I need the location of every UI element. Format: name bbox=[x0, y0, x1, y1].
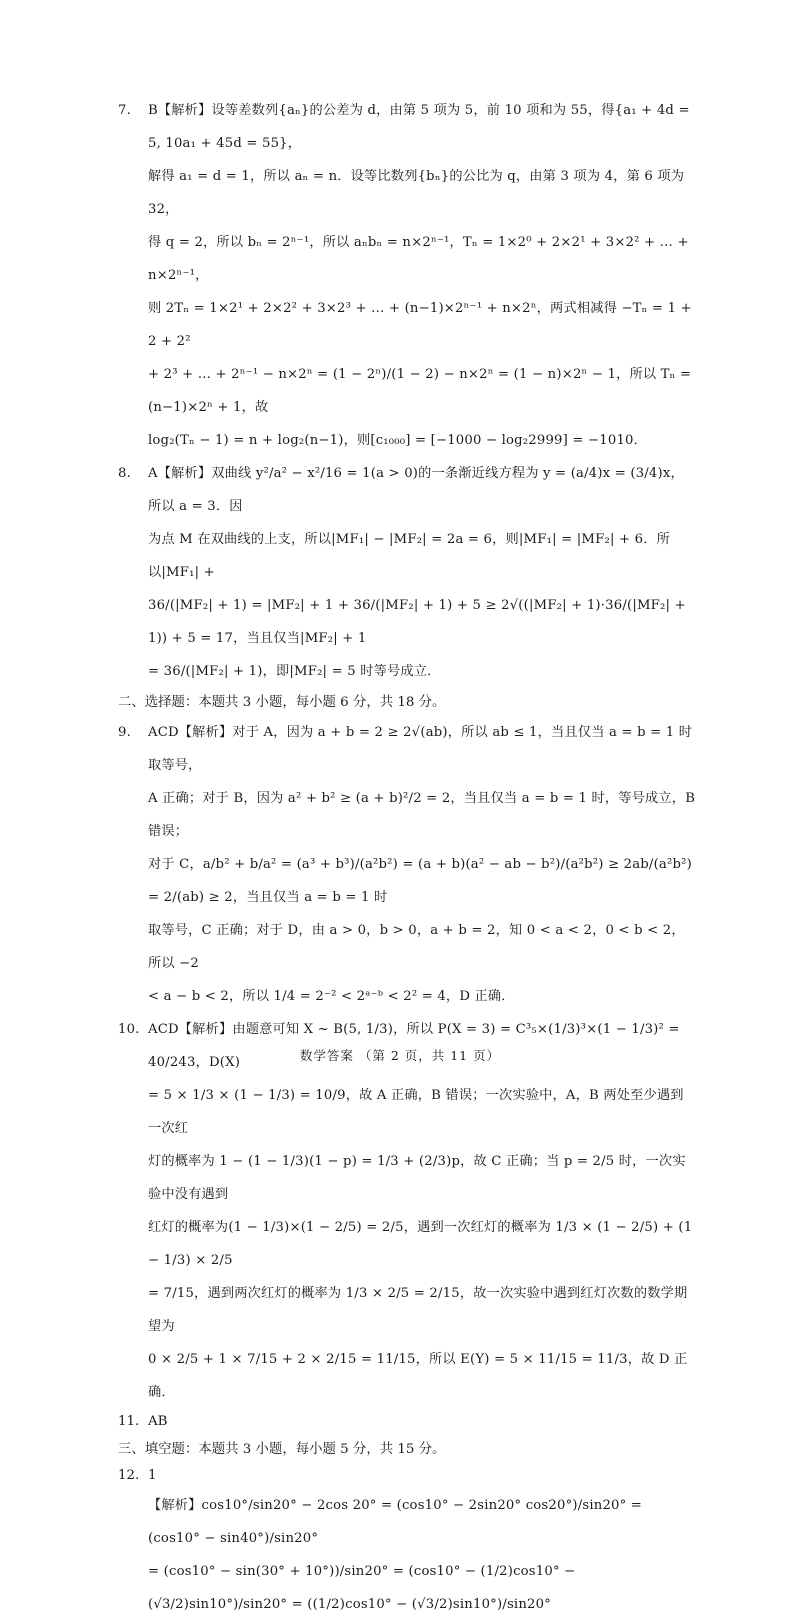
text-line: = 36/(|MF₂| + 1)，即|MF₂| = 5 时等号成立． bbox=[148, 664, 441, 679]
section-heading: 二、选择题：本题共 3 小题，每小题 6 分，共 18 分。 bbox=[118, 695, 446, 710]
text-line: 则 2Tₙ = 1×2¹ + 2×2² + 3×2³ + … + (n−1)×2ⁿ⁻¹ + n×2ⁿ，两式相减得 −Tₙ = 1 + 2 + 2² bbox=[148, 301, 692, 349]
problem-number: 12. bbox=[118, 1468, 140, 1483]
problem-number: 11. bbox=[118, 1414, 140, 1429]
problem-number: 10. bbox=[118, 1022, 140, 1037]
content bbox=[118, 94, 696, 1621]
text-line: log₂(Tₙ − 1) = n + log₂(n−1)，则[c₁₀₀₀] = [−1000 − log₂2999] = −1010． bbox=[148, 433, 648, 448]
text-line: + 2³ + … + 2ⁿ⁻¹ − n×2ⁿ = (1 − 2ⁿ)/(1 − 2) − n×2ⁿ = (1 − n)×2ⁿ − 1，所以 Tₙ = (n−1)×2ⁿ + 1，故 bbox=[148, 367, 692, 415]
page-footer: 数学答案 （第 2 页，共 11 页） bbox=[299, 1048, 501, 1063]
text-line: A 正确；对于 B，因为 a² + b² ≥ (a + b)²/2 = 2，当且仅当 a = b = 1 时，等号成立，B 错误； bbox=[148, 791, 696, 839]
text-line: 红灯的概率为(1 − 1/3)×(1 − 2/5) = 2/5，遇到一次红灯的概率为 1/3 × (1 − 2/5) + (1 − 1/3) × 2/5 bbox=[148, 1220, 693, 1268]
text-line: 为点 M 在双曲线的上支，所以|MF₁| − |MF₂| = 2a = 6，则|MF₁| = |MF₂| + 6．所以|MF₁| + bbox=[148, 532, 670, 580]
problem-10 bbox=[118, 1013, 696, 1409]
problem-11 bbox=[118, 1409, 696, 1435]
text-line: 灯的概率为 1 − (1 − 1/3)(1 − p) = 1/3 + (2/3)p，故 C 正确；当 p = 2/5 时，一次实验中没有遇到 bbox=[148, 1154, 686, 1202]
text-line: 0 × 2/5 + 1 × 7/15 + 2 × 2/15 = 11/15，所以 E(Y) = 5 × 11/15 = 11/3，故 D 正确． bbox=[148, 1352, 688, 1400]
section-heading: 三、填空题：本题共 3 小题，每小题 5 分，共 15 分。 bbox=[118, 1442, 446, 1457]
text-line: < a − b < 2，所以 1/4 = 2⁻² < 2ᵃ⁻ᵇ < 2² = 4，D 正确． bbox=[148, 989, 515, 1004]
text-line: = (cos10° − sin(30° + 10°))/sin20° = (cos10° − (1/2)cos10° − (√3/2)sin10°)/sin20° = ((1/2)cos10° − (√3/2)sin10°)/sin20° bbox=[148, 1564, 576, 1612]
answer-text: 1 bbox=[148, 1468, 157, 1483]
text-line: B【解析】设等差数列{aₙ}的公差为 d，由第 5 项为 5，前 10 项和为 55，得{a₁ + 4d = 5, 10a₁ + 45d = 55}， bbox=[148, 103, 690, 151]
text-line: ACD【解析】对于 A，因为 a + b = 2 ≥ 2√(ab)，所以 ab ≤ 1，当且仅当 a = b = 1 时取等号， bbox=[148, 725, 693, 773]
text-line: = 7/15，遇到两次红灯的概率为 1/3 × 2/5 = 2/15，故一次实验中遇到红灯次数的数学期望为 bbox=[148, 1286, 688, 1334]
problem-7 bbox=[118, 94, 696, 457]
problem-8 bbox=[118, 457, 696, 688]
problem-number: 9. bbox=[118, 725, 131, 740]
text-line: 对于 C，a/b² + b/a² = (a³ + b³)/(a²b²) = (a + b)(a² − ab − b²)/(a²b²) ≥ 2ab/(a²b²) = 2/(ab) ≥ 2，当且仅当 a = b = 1 时 bbox=[148, 857, 692, 905]
text-line: 取等号，C 正确；对于 D，由 a > 0，b > 0，a + b = 2，知 0 < a < 2，0 < b < 2，所以 −2 bbox=[148, 923, 685, 971]
text-line: A【解析】双曲线 y²/a² − x²/16 = 1(a > 0)的一条渐近线方程为 y = (a/4)x = (3/4)x，所以 a = 3．因 bbox=[148, 466, 684, 514]
text-line: = 5 × 1/3 × (1 − 1/3) = 10/9，故 A 正确，B 错误；一次实验中，A，B 两处至少遇到一次红 bbox=[148, 1088, 684, 1136]
problem-12-solution bbox=[118, 1489, 696, 1621]
text-line: 【解析】cos10°/sin20° − 2cos 20° = (cos10° − 2sin20° cos20°)/sin20° = (cos10° − sin40°)/sin20° bbox=[148, 1498, 643, 1546]
text-line: 解得 a₁ = d = 1，所以 aₙ = n．设等比数列{bₙ}的公比为 q，由第 3 项为 4，第 6 项为 32， bbox=[148, 169, 685, 217]
text-line: 36/(|MF₂| + 1) = |MF₂| + 1 + 36/(|MF₂| + 1) + 5 ≥ 2√((|MF₂| + 1)·36/(|MF₂| + 1)) + 5 = 17，当且仅当|MF₂| + 1 bbox=[148, 598, 686, 646]
problem-number: 7. bbox=[118, 103, 131, 118]
text-line: ACD【解析】由题意可知 X ~ B(5, 1/3)，所以 P(X = 3) = C³₅×(1/3)³×(1 − 1/3)² = 40/243，D(X) bbox=[148, 1022, 680, 1070]
answer-text: AB bbox=[148, 1414, 168, 1429]
problem-12 bbox=[118, 1463, 696, 1489]
text-line: 得 q = 2，所以 bₙ = 2ⁿ⁻¹，所以 aₙbₙ = n×2ⁿ⁻¹，Tₙ = 1×2⁰ + 2×2¹ + 3×2² + … + n×2ⁿ⁻¹， bbox=[148, 235, 689, 283]
problem-9 bbox=[118, 716, 696, 1013]
problem-number: 8. bbox=[118, 466, 131, 481]
